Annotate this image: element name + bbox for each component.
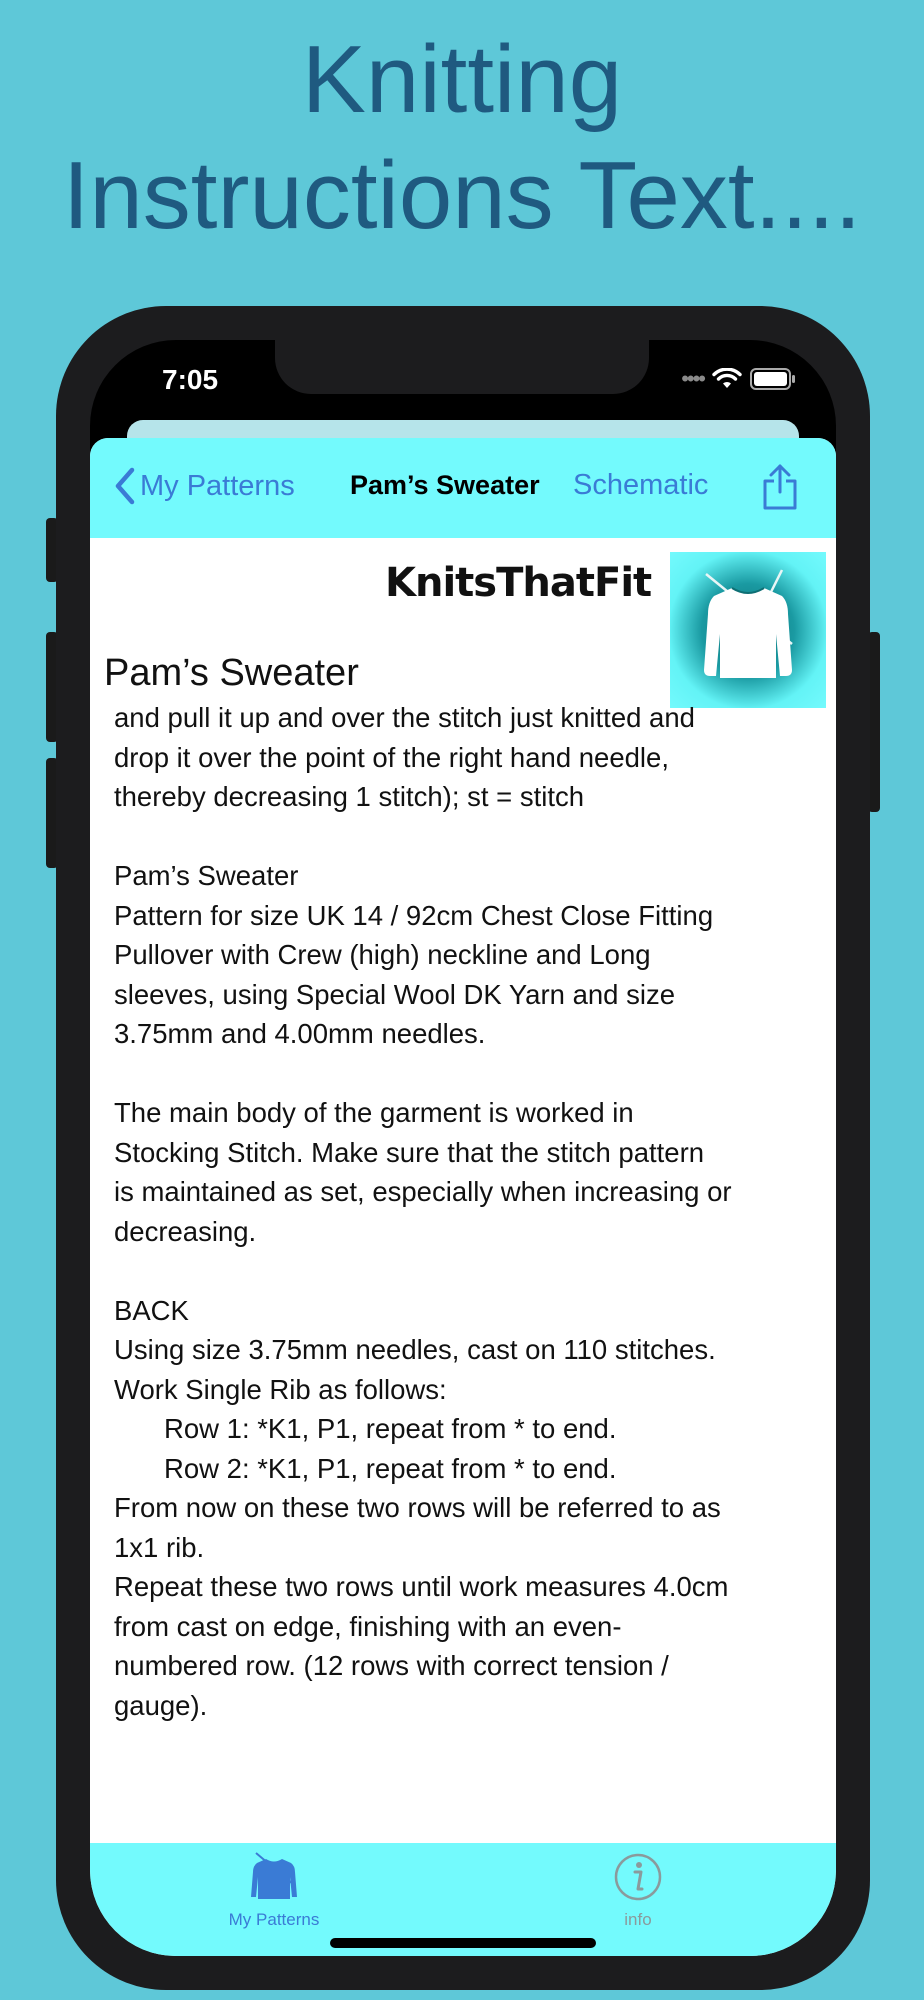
info-icon <box>610 1851 666 1903</box>
instruction-line: Row 2: *K1, P1, repeat from * to end. <box>164 1452 617 1484</box>
instruction-line: Repeat these two rows until work measures 4.0cm <box>114 1571 729 1602</box>
wifi-icon <box>712 368 742 390</box>
pattern-sheet <box>90 438 836 1956</box>
sweater-icon <box>246 1851 302 1903</box>
blank-line <box>114 1054 814 1094</box>
navigation-bar <box>90 438 836 538</box>
instruction-line: Pullover with Crew (high) neckline and Long <box>114 939 651 970</box>
instruction-line: thereby decreasing 1 stitch); st = stitch <box>114 781 585 812</box>
schematic-button[interactable]: Schematic <box>573 469 709 501</box>
tab-my-patterns-label: My Patterns <box>228 1910 320 1929</box>
chevron-left-icon <box>112 466 138 506</box>
instruction-line: Row 1: *K1, P1, repeat from * to end. <box>164 1413 617 1444</box>
nav-title: Pam’s Sweater <box>350 470 540 500</box>
headline-line-1: Knitting <box>301 26 623 133</box>
instruction-line: sleeves, using Special Wool DK Yarn and size <box>114 978 675 1010</box>
camera-notch <box>275 340 649 394</box>
instruction-line: The main body of the garment is worked in <box>114 1097 634 1128</box>
instruction-line: Pattern for size UK 14 / 92cm Chest Close Fitting <box>114 899 714 931</box>
sweater-thumbnail-icon <box>670 552 826 708</box>
share-button[interactable] <box>760 462 800 517</box>
blank-line <box>114 817 814 857</box>
instruction-line: gauge). <box>114 1689 208 1721</box>
instruction-line: from cast on edge, finishing with an even- <box>114 1610 622 1642</box>
tab-info-label: info <box>624 1910 652 1929</box>
instruction-line: Pam’s Sweater <box>114 860 299 891</box>
instructions-text <box>114 698 814 1725</box>
back-button-label: My Patterns <box>140 469 295 502</box>
headline-line-2: Instructions Text.... <box>62 142 862 249</box>
instruction-line: Stocking Stitch. Make sure that the stitch pattern <box>114 1136 705 1168</box>
back-button[interactable] <box>112 466 295 506</box>
instruction-line: drop it over the point of the right hand needle, <box>114 741 669 773</box>
instruction-line: and pull it up and over the stitch just knitted and <box>114 702 695 733</box>
instruction-line: decreasing. <box>114 1215 257 1247</box>
status-time: 7:05 <box>162 364 219 395</box>
home-indicator[interactable] <box>330 1938 596 1948</box>
pattern-content[interactable] <box>90 538 836 1843</box>
blank-line <box>114 1251 814 1291</box>
instruction-line: Work Single Rib as follows: <box>114 1373 447 1405</box>
tab-info[interactable] <box>538 1851 738 1930</box>
marketing-headline <box>0 22 924 254</box>
instruction-line: BACK <box>114 1294 189 1326</box>
battery-icon <box>750 368 796 390</box>
instruction-line: Using size 3.75mm needles, cast on 110 stitches. <box>114 1334 716 1365</box>
status-icons <box>681 366 796 392</box>
instruction-line: is maintained as set, especially when increasing or <box>114 1176 732 1207</box>
pattern-thumbnail[interactable] <box>670 552 826 708</box>
instruction-line: 3.75mm and 4.00mm needles. <box>114 1018 486 1049</box>
instruction-line: 1x1 rib. <box>114 1531 205 1563</box>
phone-screen <box>90 340 836 1956</box>
tab-my-patterns[interactable] <box>174 1851 374 1930</box>
instruction-line: From now on these two rows will be referred to as <box>114 1492 721 1523</box>
pattern-title: Pam’s Sweater <box>104 652 359 694</box>
share-icon <box>760 462 800 512</box>
signal-icon: •••• <box>681 366 704 391</box>
instruction-line: numbered row. (12 rows with correct tension / <box>114 1650 669 1681</box>
brand-logo-text: KnitsThatFit <box>385 560 652 606</box>
